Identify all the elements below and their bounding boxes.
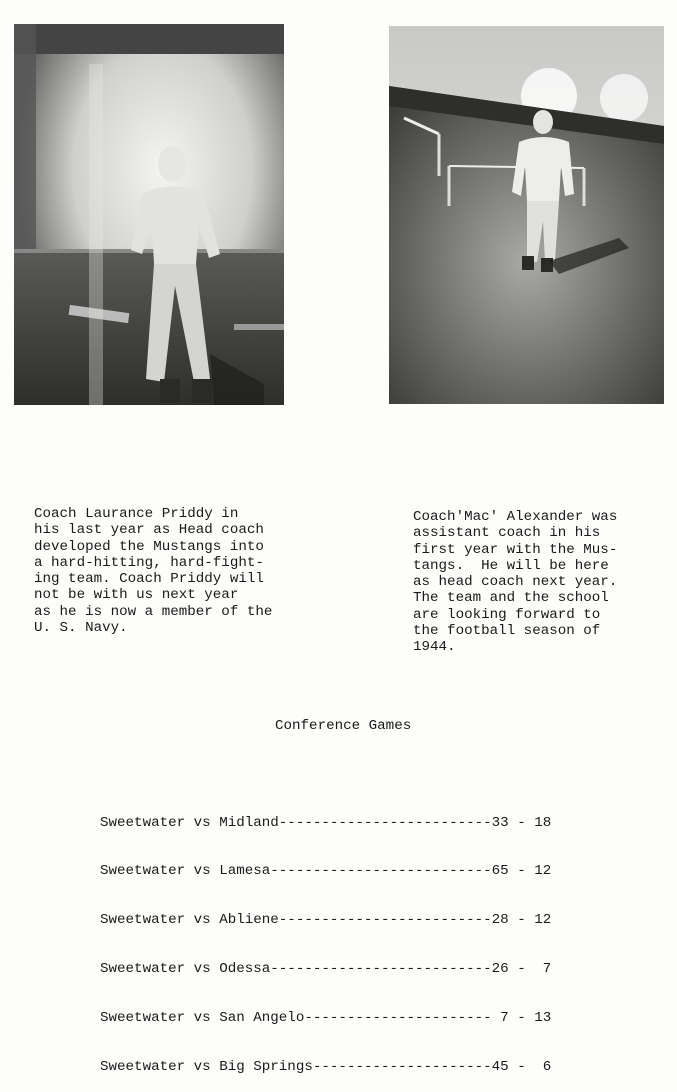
game-row: [100, 912, 551, 928]
caption-priddy: [34, 506, 272, 636]
caption-line: not be with us next year: [34, 587, 239, 604]
caption-line: as he is now a member of the: [34, 603, 273, 620]
dot-leader: ----------------------: [304, 1010, 492, 1027]
dot-leader: ---------------------: [312, 1059, 492, 1076]
game-matchup: Sweetwater vs Midland: [100, 814, 279, 831]
dot-leader: --------------------------: [270, 961, 492, 978]
game-score: 7 - 13: [491, 1010, 552, 1027]
section-title: Conference Games: [275, 718, 412, 734]
games-list: [100, 782, 551, 1092]
game-score: 65 - 12: [491, 863, 552, 880]
game-row: [100, 863, 551, 879]
dot-leader: -------------------------: [278, 814, 492, 831]
caption-line: The team and the school: [413, 590, 609, 607]
game-matchup: Sweetwater vs San Angelo: [100, 1010, 305, 1027]
caption-line: the football season of: [413, 623, 601, 640]
caption-line: tangs. He will be here: [413, 557, 609, 574]
coach-alexander-image: [389, 26, 664, 404]
game-matchup: Sweetwater vs Lamesa: [100, 863, 271, 880]
caption-line: first year with the Mus-: [413, 541, 618, 558]
caption-line: a hard-hitting, hard-fight-: [34, 554, 264, 571]
coach-priddy-photo: [14, 24, 284, 405]
game-matchup: Sweetwater vs Big Springs: [100, 1059, 313, 1076]
game-row: [100, 815, 551, 831]
game-score: 28 - 12: [491, 912, 552, 929]
game-matchup: Sweetwater vs Abliene: [100, 912, 279, 929]
caption-line: ing team. Coach Priddy will: [34, 571, 264, 588]
game-row: [100, 1059, 551, 1075]
coach-priddy-image: [14, 24, 284, 405]
game-matchup: Sweetwater vs Odessa: [100, 961, 271, 978]
game-score: 26 - 7: [491, 961, 552, 978]
caption-line: his last year as Head coach: [34, 522, 264, 539]
caption-line: 1944.: [413, 639, 456, 656]
game-row: [100, 1010, 551, 1026]
coach-alexander-photo: [389, 26, 664, 404]
dot-leader: --------------------------: [270, 863, 492, 880]
game-score: 45 - 6: [491, 1059, 552, 1076]
caption-alexander: [413, 509, 617, 656]
caption-line: Coach'Mac' Alexander was: [413, 509, 618, 525]
dot-leader: -------------------------: [278, 912, 492, 929]
caption-line: Coach Laurance Priddy in: [34, 506, 239, 522]
game-row: [100, 961, 551, 977]
caption-line: as head coach next year.: [413, 574, 618, 591]
caption-line: developed the Mustangs into: [34, 538, 264, 555]
caption-line: are looking forward to: [413, 606, 601, 623]
caption-line: assistant coach in his: [413, 525, 601, 542]
game-score: 33 - 18: [491, 814, 552, 831]
caption-line: U. S. Navy.: [34, 620, 128, 637]
